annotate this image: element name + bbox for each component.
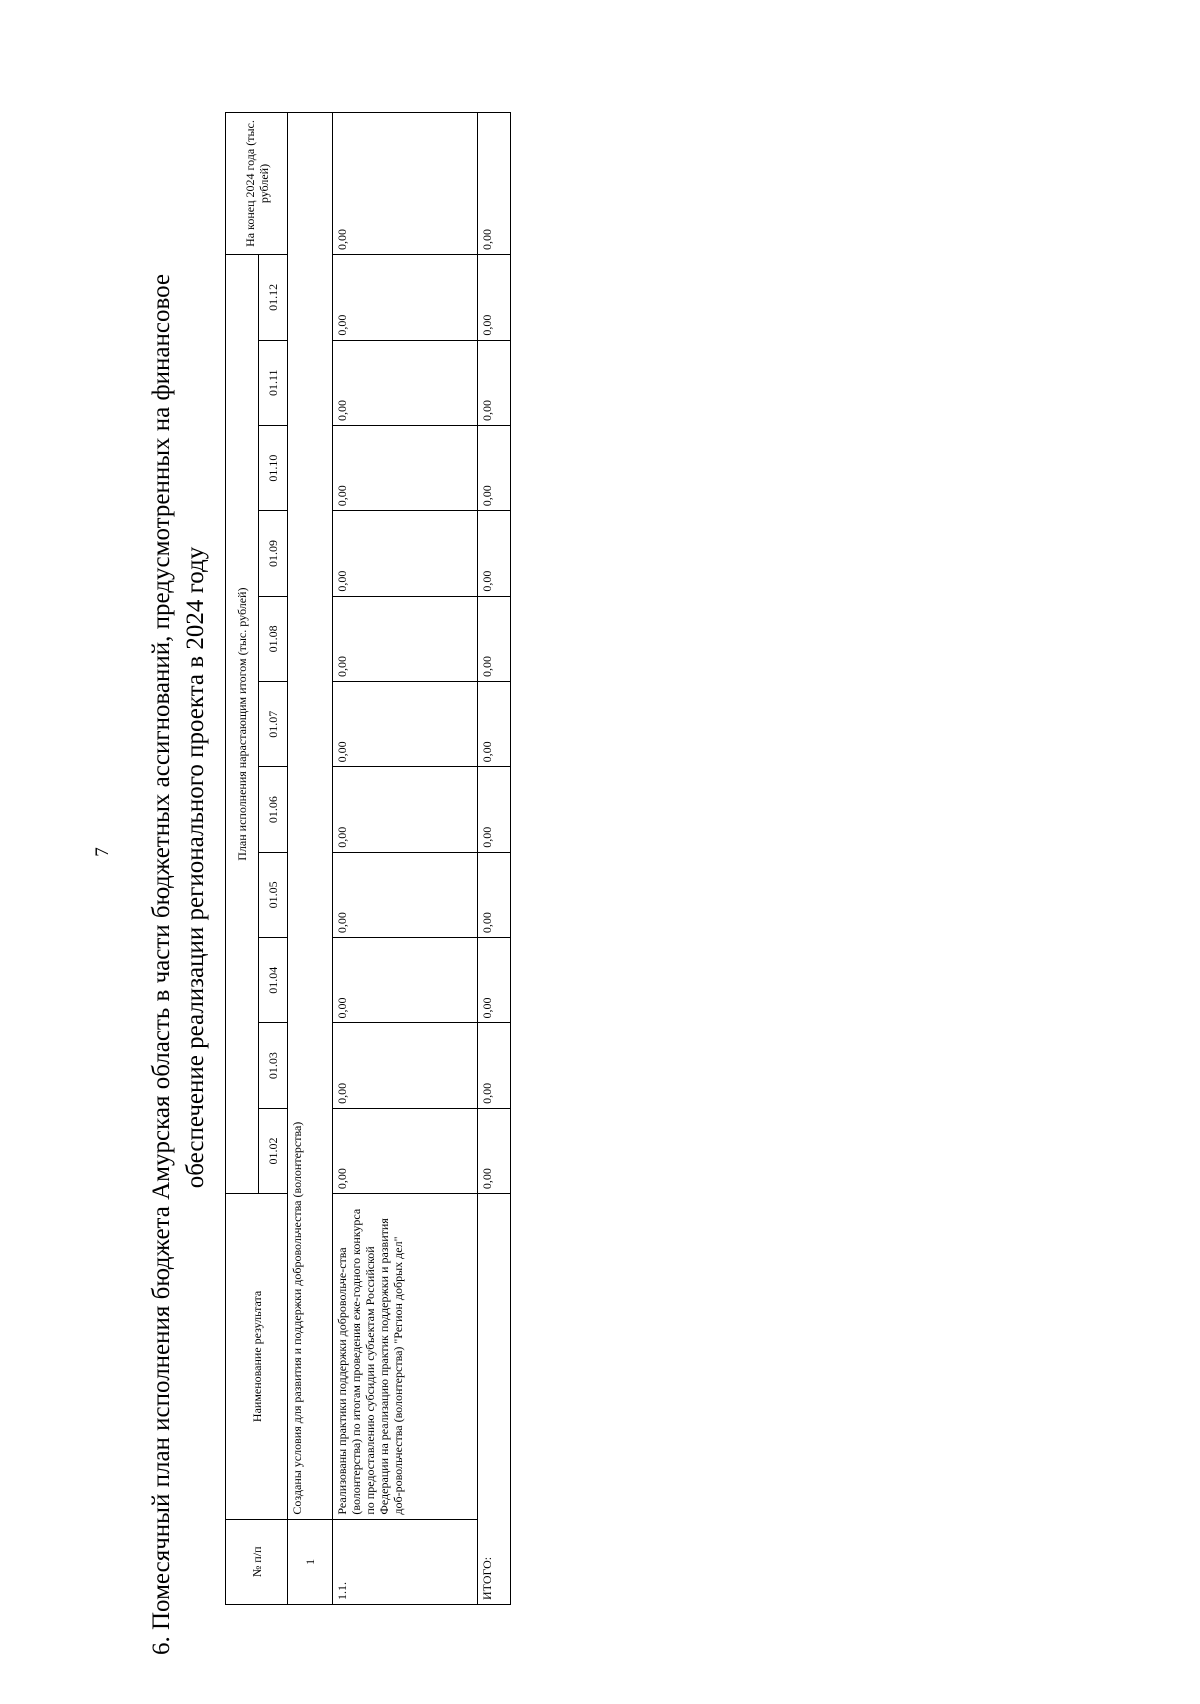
budget-plan-table — [225, 112, 511, 1605]
total-label: ИТОГО: — [478, 1194, 511, 1605]
header-month: 01.12 — [259, 255, 288, 341]
item-value: 0,00 — [333, 340, 478, 425]
total-value: 0,00 — [478, 596, 511, 681]
title-line-2: обеспечение реализации регионального проекта в 2024 году — [182, 546, 209, 1189]
total-value: 0,00 — [478, 1108, 511, 1193]
header-num: № п/п — [226, 1519, 288, 1604]
header-month: 01.10 — [259, 425, 288, 510]
total-value: 0,00 — [478, 425, 511, 510]
total-row — [478, 113, 511, 1605]
item-value: 0,00 — [333, 425, 478, 510]
total-year-end: 0,00 — [478, 113, 511, 255]
header-month: 01.05 — [259, 852, 288, 937]
header-month: 01.08 — [259, 596, 288, 681]
item-value: 0,00 — [333, 1023, 478, 1108]
header-month: 01.02 — [259, 1108, 288, 1193]
header-month: 01.11 — [259, 340, 288, 425]
section-num: 1 — [288, 1519, 333, 1604]
header-name: Наименование результата — [226, 1194, 288, 1519]
header-month: 01.06 — [259, 767, 288, 852]
item-value: 0,00 — [333, 596, 478, 681]
title-line-1: 6. Помесячный план исполнения бюджета Амурская область в части бюджетных ассигнований, предусмотренных на финансовое — [148, 273, 175, 1655]
total-value: 0,00 — [478, 852, 511, 937]
total-value: 0,00 — [478, 682, 511, 767]
table-row — [333, 113, 478, 1605]
total-value: 0,00 — [478, 1023, 511, 1108]
section-row — [288, 113, 333, 1605]
page-number: 7 — [92, 847, 113, 857]
item-value: 0,00 — [333, 767, 478, 852]
table-header-row-1 — [226, 113, 259, 1605]
rotated-page-content — [145, 100, 595, 1655]
item-value: 0,00 — [333, 852, 478, 937]
item-year-end: 0,00 — [333, 113, 478, 255]
item-value: 0,00 — [333, 682, 478, 767]
total-value: 0,00 — [478, 767, 511, 852]
total-value: 0,00 — [478, 511, 511, 596]
item-num: 1.1. — [333, 1519, 478, 1604]
header-month: 01.09 — [259, 511, 288, 596]
section-name: Созданы условия для развития и поддержки добровольчества (волонтерства) — [288, 113, 333, 1520]
item-value: 0,00 — [333, 511, 478, 596]
item-name: Реализованы практики поддержки добровольче-ства (волонтерства) по итогам проведения еже-годного конкурса по предоставлению субсидии субъектам Российской Федерации на реализацию практик поддержки и развития доб-ровольчества (волонтерства) "Регион добрых дел" — [333, 1194, 478, 1519]
total-value: 0,00 — [478, 255, 511, 341]
total-value: 0,00 — [478, 340, 511, 425]
header-plan-group: План исполнения нарастающим итогом (тыс. рублей) — [226, 255, 259, 1194]
item-value: 0,00 — [333, 255, 478, 341]
total-value: 0,00 — [478, 938, 511, 1023]
header-month: 01.04 — [259, 938, 288, 1023]
header-year-end: На конец 2024 года (тыс. рублей) — [226, 113, 288, 255]
item-value: 0,00 — [333, 938, 478, 1023]
header-month: 01.07 — [259, 682, 288, 767]
item-value: 0,00 — [333, 1108, 478, 1193]
header-month: 01.03 — [259, 1023, 288, 1108]
